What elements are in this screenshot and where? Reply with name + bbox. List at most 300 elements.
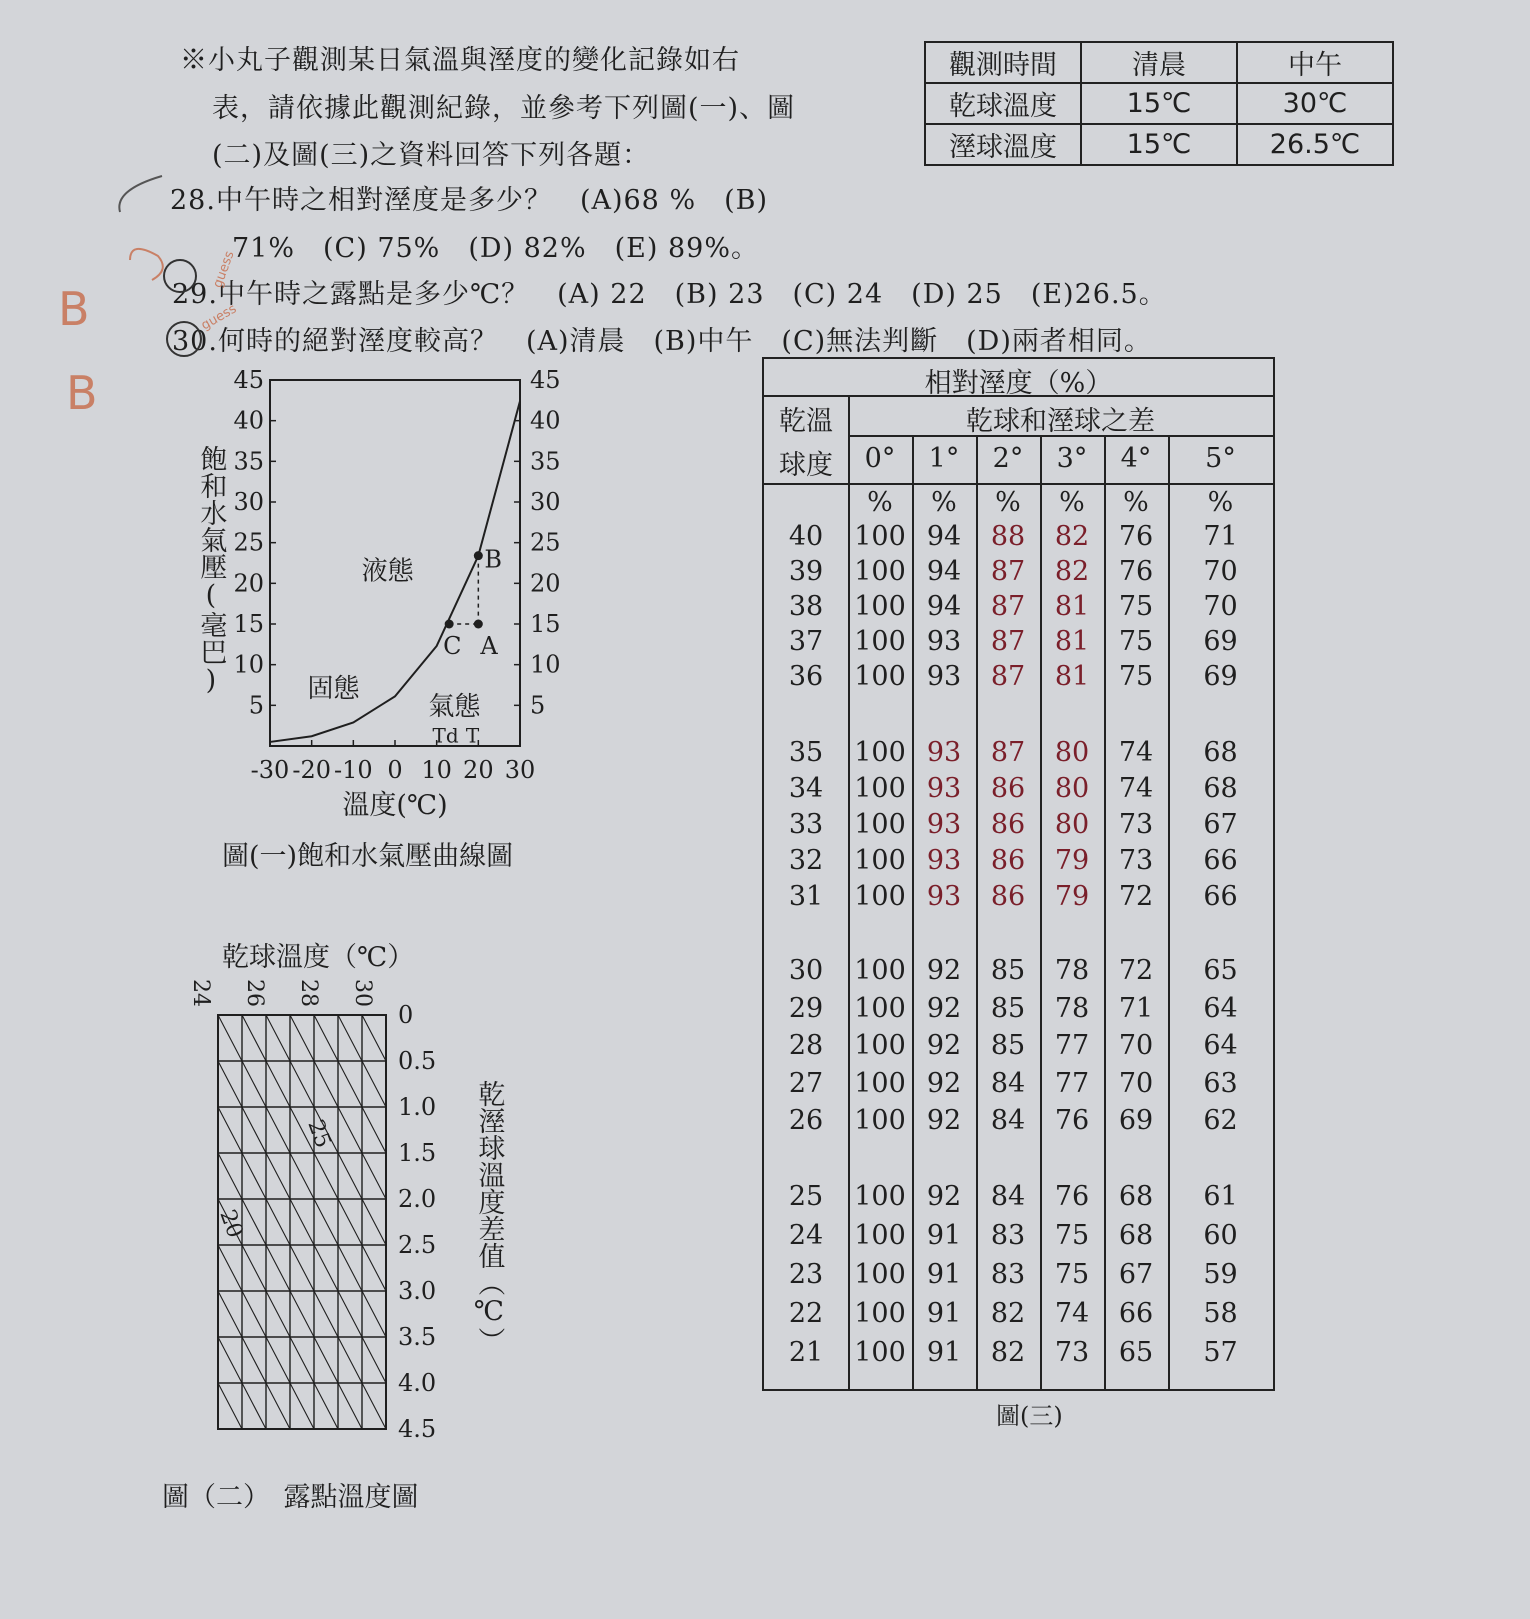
fig3-dry-bulb-cell: 37 (788, 626, 824, 657)
fig3-value-cell: 100 (854, 626, 906, 657)
fig3-value-cell: 93 (926, 845, 962, 876)
fig3-value-cell: 91 (926, 1259, 962, 1290)
fig1-ytick-label-left: 15 (233, 610, 264, 638)
fig3-value-cell: 68 (1118, 1181, 1154, 1212)
fig3-value-cell: 74 (1118, 773, 1154, 804)
fig2-grid-diagonal (314, 1337, 338, 1383)
fig3-diff-header: 1° (928, 443, 960, 474)
fig1-ytick-label-left: 10 (233, 650, 264, 679)
fig3-value-cell: 70 (1203, 556, 1238, 587)
fig3-dry-bulb-cell: 34 (788, 773, 824, 804)
fig3-value-cell: 78 (1054, 992, 1090, 1024)
fig3-diff-header: 0° (864, 443, 896, 474)
fig3-value-cell: 59 (1203, 1259, 1238, 1290)
fig2-grid-diagonal (338, 1061, 362, 1107)
fig1-xtick-label: -30 (250, 756, 290, 784)
fig3-value-cell: 86 (990, 881, 1026, 912)
fig3-value-cell: 65 (1203, 955, 1238, 986)
fig3-value-cell: 75 (1118, 661, 1154, 692)
fig2-grid-diagonal (266, 1337, 290, 1383)
fig2-grid-diagonal (266, 1383, 290, 1429)
fig2-grid-diagonal (242, 1245, 266, 1291)
fig3-value-cell: 100 (854, 809, 906, 840)
fig2-grid-diagonal (242, 1015, 266, 1061)
fig3-value-cell: 84 (990, 1105, 1026, 1136)
intro-line-3: (二)及圖(三)之資料回答下列各題： (212, 140, 651, 171)
fig2-grid-diagonal (362, 1015, 386, 1061)
fig3-value-cell: 100 (854, 1105, 906, 1136)
fig3-header-divider (764, 483, 1273, 485)
fig2-grid-diagonal (314, 1153, 338, 1199)
fig3-value-cell: 94 (926, 521, 962, 552)
fig3-value-cell: 87 (990, 591, 1026, 622)
fig2-right-tick: 2.5 (398, 1231, 437, 1259)
fig2-grid-diagonal (314, 1383, 338, 1429)
fig3-value-cell: 92 (926, 955, 962, 986)
fig3-caption: 圖(三) (996, 1402, 1063, 1430)
obs-header-cell: 觀測時間 (925, 42, 1081, 83)
fig3-value-cell: 66 (1203, 845, 1238, 876)
fig3-value-cell: 91 (926, 1337, 962, 1368)
fig1-point-a (474, 620, 483, 629)
fig1-ytick-label-right: 35 (530, 447, 561, 476)
fig3-value-cell: 73 (1054, 1337, 1090, 1368)
fig2-top-label: 乾球溫度（℃） (222, 942, 415, 973)
fig3-value-cell: 78 (1054, 955, 1090, 986)
fig3-value-cell: 79 (1054, 845, 1090, 876)
fig3-dry-bulb-cell: 29 (788, 992, 824, 1024)
fig3-value-cell: 94 (926, 591, 962, 622)
fig2-grid-diagonal (242, 1061, 266, 1107)
fig2-grid-diagonal (338, 1291, 362, 1337)
fig3-dry-bulb-cell: 35 (788, 737, 824, 768)
fig3-value-cell: 93 (926, 661, 962, 692)
fig3-value-cell: 100 (854, 1337, 906, 1368)
fig1-point-b (474, 551, 483, 560)
handwritten-answer-30: B (66, 366, 98, 420)
fig3-value-cell: 91 (926, 1220, 962, 1251)
fig2-grid-diagonal (338, 1337, 362, 1383)
fig3-value-cell: 80 (1054, 773, 1090, 804)
fig2-grid-diagonal (266, 1061, 290, 1107)
obs-cell: 26.5℃ (1237, 124, 1393, 165)
fig3-diff-header: 2° (992, 443, 1024, 474)
fig3-value-cell: 80 (1054, 809, 1090, 840)
fig2-grid-diagonal (242, 1383, 266, 1429)
fig3-unit-cell: % (931, 487, 957, 518)
obs-cell: 15℃ (1081, 124, 1237, 165)
fig3-value-cell: 75 (1054, 1259, 1090, 1290)
fig1-xlabel: 溫度(℃) (342, 790, 448, 821)
fig2-right-tick: 1.5 (398, 1139, 437, 1167)
fig3-value-cell: 63 (1203, 1067, 1238, 1099)
fig2-grid-diagonal (338, 1383, 362, 1429)
fig3-value-cell: 100 (854, 1220, 906, 1251)
fig3-value-cell: 68 (1118, 1220, 1154, 1251)
fig3-value-cell: 65 (1118, 1337, 1154, 1368)
fig1-label-gas: 氣態 (428, 692, 481, 723)
fig2-grid-diagonal (266, 1107, 290, 1153)
fig1-label-c: C (443, 632, 462, 660)
fig3-diff-header: 4° (1120, 443, 1152, 474)
handwritten-guess-1: guess (210, 249, 238, 290)
fig3-value-cell: 81 (1054, 661, 1090, 692)
fig3-value-cell: 76 (1054, 1105, 1090, 1136)
fig2-grid-diagonal (314, 1061, 338, 1107)
fig3-value-cell: 100 (854, 737, 906, 768)
fig3-value-cell: 100 (854, 521, 906, 552)
fig2-right-tick: 2.0 (398, 1185, 437, 1213)
intro-line-1: ※小丸子觀測某日氣溫與溼度的變化記錄如右 (180, 45, 740, 76)
fig3-value-cell: 60 (1203, 1220, 1238, 1251)
fig2-right-tick: 4.0 (398, 1369, 437, 1397)
fig2-grid-diagonal (362, 1153, 386, 1199)
fig1-label-b: B (484, 545, 502, 574)
fig2-grid-diagonal (290, 1291, 314, 1337)
fig3-value-cell: 75 (1054, 1220, 1090, 1251)
fig2-grid-diagonal (218, 1383, 242, 1429)
fig3-value-cell: 85 (990, 992, 1026, 1024)
fig3-value-cell: 82 (990, 1298, 1026, 1329)
fig3-value-cell: 72 (1118, 881, 1154, 912)
fig3-dry-bulb-cell: 21 (788, 1337, 824, 1368)
fig3-unit-cell: % (1123, 487, 1149, 518)
fig2-grid-diagonal (242, 1337, 266, 1383)
fig3-value-cell: 83 (990, 1259, 1026, 1290)
fig3-value-cell: 100 (854, 992, 906, 1024)
fig2-grid-diagonal (290, 1061, 314, 1107)
fig3-value-cell: 67 (1118, 1259, 1154, 1290)
fig3-row-header: 乾溫 (779, 406, 833, 437)
fig1-chart (200, 360, 580, 821)
fig3-value-cell: 83 (990, 1220, 1026, 1251)
fig3-value-cell: 100 (854, 1259, 906, 1290)
fig3-value-cell: 100 (854, 661, 906, 692)
fig3-title: 相對溼度（%） (924, 368, 1113, 399)
fig3-value-cell: 70 (1203, 591, 1238, 622)
fig3-unit-cell: % (995, 487, 1021, 518)
fig3-value-cell: 86 (990, 809, 1026, 840)
fig3-value-cell: 100 (854, 1067, 906, 1099)
fig2-grid-diagonal (218, 1245, 242, 1291)
fig2-grid-diagonal (362, 1107, 386, 1153)
fig3-dry-bulb-cell: 22 (788, 1298, 824, 1329)
fig3-value-cell: 82 (990, 1337, 1026, 1368)
fig3-value-cell: 61 (1203, 1181, 1238, 1212)
fig1-ytick-label-left: 25 (233, 528, 264, 557)
fig2-grid-diagonal (362, 1337, 386, 1383)
fig3-value-cell: 100 (854, 591, 906, 622)
fig2-grid-diagonal (242, 1199, 266, 1245)
fig3-value-cell: 87 (990, 626, 1026, 657)
fig1-point-c (445, 620, 454, 629)
fig3-value-cell: 76 (1054, 1181, 1090, 1212)
fig3-value-cell: 100 (854, 845, 906, 876)
fig2-top-tick: 24 (188, 979, 213, 1007)
question-28-line-1: 28.中午時之相對溼度是多少？ (A)68 % (B) (170, 185, 769, 216)
question-28-line-2: 71% (C) 75% (D) 82% (E) 89%。 (232, 233, 760, 264)
fig3-row-header: 球度 (779, 450, 833, 481)
fig1-label-t: T (465, 723, 480, 748)
fig3-value-cell: 68 (1203, 773, 1238, 804)
fig2-grid-diagonal (266, 1199, 290, 1245)
handwritten-answer-29: B (58, 282, 90, 336)
fig2-grid-diagonal (218, 1107, 242, 1153)
obs-cell: 溼球溫度 (925, 124, 1081, 165)
fig3-value-cell: 93 (926, 881, 962, 912)
fig2-grid-diagonal (314, 1015, 338, 1061)
fig3-value-cell: 58 (1203, 1298, 1238, 1329)
fig3-value-cell: 92 (926, 1030, 962, 1061)
fig2-grid-diagonal (314, 1291, 338, 1337)
fig3-dry-bulb-cell: 36 (788, 661, 824, 692)
fig3-value-cell: 93 (926, 773, 962, 804)
fig1-ytick-label-right: 30 (530, 488, 561, 516)
pencil-circle-30 (160, 315, 210, 365)
fig2-grid-diagonal (338, 1015, 362, 1061)
fig2-right-tick: 0.5 (398, 1047, 437, 1075)
fig1-caption: 圖(一)飽和水氣壓曲線圖 (222, 841, 514, 872)
fig3-value-cell: 84 (990, 1067, 1026, 1099)
fig2-grid-diagonal (314, 1199, 338, 1245)
fig2-grid-diagonal (290, 1153, 314, 1199)
handwritten-guess-2: guess (198, 301, 240, 334)
fig2-grid-diagonal (218, 1015, 242, 1061)
obs-header-cell: 清晨 (1081, 42, 1237, 83)
fig3-value-cell: 92 (926, 1105, 962, 1136)
fig1-ytick-label-left: 20 (233, 569, 264, 598)
fig3-value-cell: 71 (1118, 992, 1154, 1024)
obs-header-row (925, 42, 1393, 83)
fig3-dry-bulb-cell: 24 (788, 1220, 824, 1251)
fig3-group-header: 乾球和溼球之差 (966, 406, 1155, 437)
observation-table (924, 41, 1394, 166)
fig3-value-cell: 93 (926, 809, 962, 840)
fig1-ytick-label-right: 15 (530, 610, 561, 638)
fig2-grid-diagonal (218, 1337, 242, 1383)
fig1-xtick-label: -10 (334, 756, 373, 784)
fig1-xtick-label: 20 (463, 756, 494, 784)
question-30: 30.何時的絕對溼度較高？ (A)清晨 (B)中午 (C)無法判斷 (D)兩者相同。 (172, 326, 1152, 357)
fig3-value-cell: 87 (990, 737, 1026, 768)
fig1-xtick-label: 30 (504, 756, 536, 784)
fig2-grid-diagonal (266, 1153, 290, 1199)
fig3-value-cell: 92 (926, 992, 962, 1024)
fig3-dry-bulb-cell: 27 (788, 1067, 824, 1099)
fig3-value-cell: 85 (990, 955, 1026, 986)
fig3-value-cell: 91 (926, 1298, 962, 1329)
fig2-inner-label: 20 (214, 1206, 248, 1242)
fig3-dry-bulb-cell: 30 (788, 955, 824, 986)
intro-line-2: 表，請依據此觀測紀錄，並參考下列圖(一)、圖 (212, 93, 796, 124)
fig3-dry-bulb-cell: 23 (788, 1259, 824, 1290)
fig2-grid-diagonal (290, 1337, 314, 1383)
fig2-grid-diagonal (314, 1245, 338, 1291)
fig3-value-cell: 72 (1118, 955, 1154, 986)
fig2-grid-diagonal (290, 1245, 314, 1291)
fig2-grid-diagonal (242, 1291, 266, 1337)
fig2-grid-diagonal (362, 1061, 386, 1107)
fig2-grid-diagonal (218, 1291, 242, 1337)
fig2-right-tick: 3.5 (398, 1323, 437, 1351)
fig3-diff-header: 3° (1056, 443, 1088, 474)
fig2-right-tick: 3.0 (398, 1277, 437, 1305)
fig3-value-cell: 71 (1203, 521, 1238, 552)
fig3-value-cell: 76 (1118, 556, 1154, 587)
fig3-value-cell: 93 (926, 737, 962, 768)
fig3-dry-bulb-cell: 32 (788, 845, 824, 876)
fig3-value-cell: 68 (1203, 737, 1238, 768)
fig3-value-cell: 66 (1118, 1298, 1154, 1329)
fig3-dry-bulb-cell: 25 (788, 1181, 824, 1212)
fig2-grid-diagonal (362, 1245, 386, 1291)
fig2-grid-diagonal (266, 1245, 290, 1291)
fig3-value-cell: 66 (1203, 881, 1238, 912)
fig3-diff-header: 5° (1205, 443, 1236, 474)
fig3-value-cell: 92 (926, 1067, 962, 1099)
fig3-value-cell: 100 (854, 556, 906, 587)
fig3-value-cell: 84 (990, 1181, 1026, 1212)
fig3-value-cell: 76 (1118, 521, 1154, 552)
fig3-value-cell: 79 (1054, 881, 1090, 912)
fig2-top-tick: 28 (296, 979, 321, 1007)
question-29: 29.中午時之露點是多少℃？ (A) 22 (B) 23 (C) 24 (D) 25 (E)26.5。 (172, 279, 1167, 310)
fig2-right-label: 乾溼球溫度差值（℃） (473, 1080, 505, 1354)
fig2-grid-diagonal (362, 1199, 386, 1245)
fig3-dry-bulb-cell: 31 (788, 881, 824, 912)
fig3-value-cell: 100 (854, 881, 906, 912)
fig1-ytick-label-right: 45 (530, 366, 561, 394)
fig1-ytick-label-right: 20 (530, 569, 561, 598)
fig3-value-cell: 94 (926, 556, 962, 587)
fig2-top-tick: 30 (350, 979, 375, 1007)
fig1-label-td: Td (432, 723, 459, 748)
fig3-unit-cell: % (1207, 487, 1234, 518)
fig3-value-cell: 75 (1118, 591, 1154, 622)
fig3-unit-cell: % (1059, 487, 1085, 518)
fig3-value-cell: 87 (990, 556, 1026, 587)
fig2-grid-diagonal (242, 1107, 266, 1153)
fig1-label-liquid: 液態 (361, 556, 414, 587)
fig2-grid-diagonal (218, 1153, 242, 1199)
fig3-value-cell: 100 (854, 1030, 906, 1061)
fig3-value-cell: 62 (1203, 1105, 1238, 1136)
fig3-value-cell: 100 (854, 773, 906, 804)
fig2-right-tick: 1.0 (398, 1093, 437, 1121)
fig2-inner-label: 25 (302, 1116, 336, 1152)
fig3-value-cell: 87 (990, 661, 1026, 692)
fig1-ytick-label-right: 25 (530, 528, 561, 557)
fig2-grid-diagonal (290, 1015, 314, 1061)
fig2-grid-diagonal (338, 1107, 362, 1153)
fig3-value-cell: 82 (1054, 556, 1090, 587)
fig3-value-cell: 81 (1054, 626, 1090, 657)
pencil-marks (100, 170, 300, 290)
fig2-grid-diagonal (338, 1199, 362, 1245)
fig1-xtick-label: -20 (292, 756, 331, 784)
fig3-value-cell: 86 (990, 773, 1026, 804)
fig2-right-tick: 4.5 (398, 1415, 437, 1443)
obs-cell: 30℃ (1237, 83, 1393, 124)
fig3-value-cell: 57 (1203, 1337, 1238, 1368)
fig2-grid-diagonal (338, 1153, 362, 1199)
fig3-value-cell: 81 (1054, 591, 1090, 622)
fig3-dry-bulb-cell: 28 (788, 1030, 824, 1061)
fig1-label-solid: 固態 (307, 674, 360, 705)
fig3-value-cell: 64 (1203, 992, 1238, 1024)
fig1-xtick-label: 10 (421, 756, 452, 784)
fig3-value-cell: 93 (926, 626, 962, 657)
fig3-value-cell: 80 (1054, 737, 1090, 768)
fig1-ytick-label-left: 45 (233, 366, 264, 394)
fig3-unit-cell: % (867, 487, 893, 518)
fig3-dry-bulb-cell: 33 (788, 809, 824, 840)
fig2-grid-diagonal (290, 1199, 314, 1245)
fig2-grid-diagonal (218, 1061, 242, 1107)
fig2-grid-diagonal (290, 1383, 314, 1429)
obs-row-wet-bulb (925, 124, 1393, 165)
fig2-grid-diagonal (338, 1245, 362, 1291)
fig3-value-cell: 88 (990, 521, 1026, 552)
fig3-dry-bulb-cell: 38 (788, 591, 824, 622)
relative-humidity-table (762, 357, 1275, 1391)
fig3-value-cell: 69 (1118, 1105, 1154, 1136)
obs-header-cell: 中午 (1237, 42, 1393, 83)
fig2-grid-diagonal (266, 1291, 290, 1337)
fig1-xtick-label: 0 (387, 756, 403, 784)
fig3-value-cell: 69 (1203, 626, 1238, 657)
fig3-value-cell: 64 (1203, 1030, 1238, 1061)
fig2-right-tick: 0 (398, 1001, 414, 1029)
fig3-value-cell: 73 (1118, 845, 1154, 876)
fig1-ytick-label-left: 35 (233, 447, 264, 476)
fig3-value-cell: 77 (1054, 1030, 1090, 1061)
fig1-ytick-label-right: 40 (530, 406, 561, 435)
obs-row-dry-bulb (925, 83, 1393, 124)
fig3-value-cell: 77 (1054, 1067, 1090, 1099)
fig2-top-tick: 26 (242, 979, 267, 1007)
obs-cell: 15℃ (1081, 83, 1237, 124)
fig2-caption: 圖（二） 露點溫度圖 (162, 1482, 419, 1513)
fig1-ytick-label-right: 10 (530, 650, 561, 679)
fig3-dry-bulb-cell: 39 (788, 556, 824, 587)
fig3-value-cell: 75 (1118, 626, 1154, 657)
fig3-value-cell: 73 (1118, 809, 1154, 840)
fig1-ylabel: 飽和水氣壓(毫巴) (195, 445, 227, 696)
fig3-value-cell: 74 (1118, 737, 1154, 768)
fig1-ytick-label-left: 30 (233, 488, 264, 516)
fig3-value-cell: 86 (990, 845, 1026, 876)
fig2-grid-diagonal (362, 1291, 386, 1337)
fig1-ytick-label-left: 40 (233, 406, 264, 435)
fig2-grid-diagonal (266, 1015, 290, 1061)
fig1-ytick-label-left: 5 (248, 691, 264, 720)
fig1-ytick-label-right: 5 (530, 691, 546, 720)
fig2-chart (188, 975, 490, 1443)
fig3-value-cell: 74 (1054, 1298, 1090, 1329)
fig2-grid-diagonal (242, 1153, 266, 1199)
fig3-dry-bulb-cell: 26 (788, 1105, 824, 1136)
fig3-value-cell: 100 (854, 955, 906, 986)
fig1-label-a: A (480, 632, 498, 660)
fig3-dry-bulb-cell: 40 (788, 521, 824, 552)
fig3-value-cell: 70 (1118, 1067, 1154, 1099)
fig3-value-cell: 85 (990, 1030, 1026, 1061)
fig3-value-cell: 69 (1203, 661, 1238, 692)
fig2-grid-diagonal (362, 1383, 386, 1429)
fig3-value-cell: 100 (854, 1298, 906, 1329)
fig3-value-cell: 100 (854, 1181, 906, 1212)
